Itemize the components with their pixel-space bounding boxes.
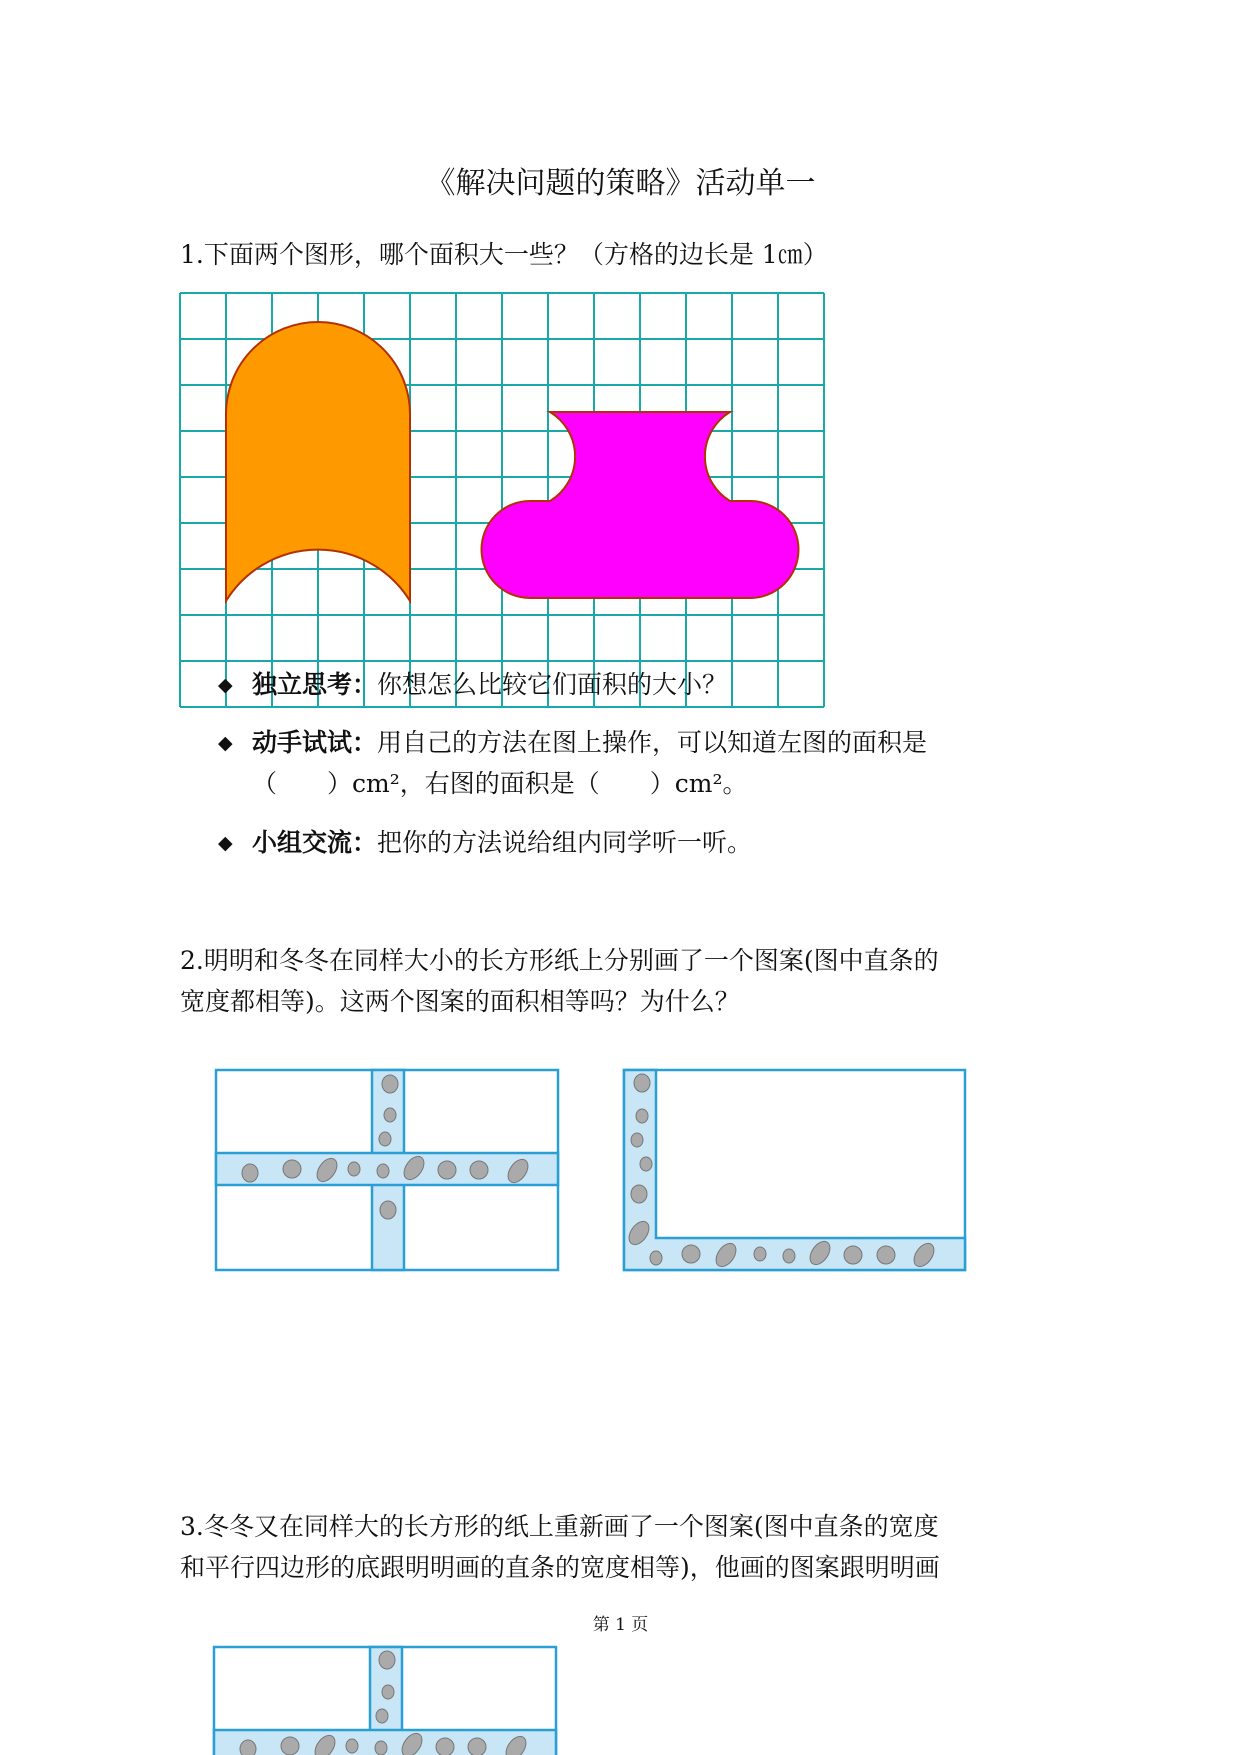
stone (634, 1074, 650, 1092)
bullet-label: 动手试试： (252, 728, 378, 757)
stone (877, 1246, 895, 1264)
stone (398, 1730, 426, 1755)
stone (650, 1251, 662, 1265)
stone (504, 1156, 532, 1186)
page-title: 《解决问题的策略》活动单一 (425, 166, 816, 201)
stone (625, 1218, 653, 1248)
stone (844, 1246, 862, 1264)
stone (281, 1737, 299, 1755)
bullet-text: 把你的方法说给组内同学听一听。 (377, 828, 753, 857)
stone (382, 1075, 398, 1093)
stone (283, 1160, 301, 1178)
question-3-line1: 3.冬冬又在同样大的长方形的纸上重新画了一个图案(图中直条的宽度 (180, 1512, 939, 1541)
diamond-bullet-icon: ◆ (218, 832, 233, 854)
stone (384, 1108, 396, 1122)
stone (712, 1240, 740, 1270)
diamond-bullet-icon: ◆ (218, 732, 233, 754)
stone (313, 1155, 341, 1185)
diamond-bullet-icon: ◆ (218, 674, 233, 696)
bullet-think (252, 664, 1072, 705)
stone (376, 1709, 388, 1723)
arch-shape (226, 322, 410, 601)
question-1-text: 1.下面两个图形，哪个面积大一些？（方格的边长是 1㎝） (180, 240, 828, 269)
stone (631, 1133, 643, 1147)
stone (436, 1738, 454, 1755)
bullet-text: 用自己的方法在图上操作，可以知道左图的面积是 (377, 728, 928, 757)
bullet-label: 小组交流： (252, 828, 378, 857)
stone (806, 1238, 834, 1268)
bullet-text: 你想怎么比较它们面积的大小？ (377, 670, 728, 699)
bullet-text-line2: （ ）cm²，右图的面积是（ ）cm²。 (252, 769, 748, 798)
stone (636, 1109, 648, 1123)
question-2-text (180, 940, 1070, 1022)
stone (631, 1185, 647, 1203)
stone (382, 1685, 394, 1699)
stone (311, 1732, 339, 1755)
stone (640, 1157, 652, 1171)
bullet-try (252, 722, 1072, 804)
stone (754, 1247, 766, 1261)
question-2-line2: 宽度都相等)。这两个图案的面积相等吗？为什么？ (180, 987, 740, 1016)
stone (242, 1164, 258, 1182)
stone (783, 1249, 795, 1263)
stone (346, 1739, 358, 1753)
vase-shape (481, 412, 798, 598)
stone (502, 1733, 530, 1755)
bullet-discuss (252, 822, 1072, 863)
stone (348, 1162, 360, 1176)
bullet-label: 独立思考： (252, 670, 378, 699)
question-2-line1: 2.明明和冬冬在同样大小的长方形纸上分别画了一个图案(图中直条的 (180, 946, 939, 975)
stone (379, 1651, 395, 1669)
stone (375, 1741, 387, 1755)
grid-lines (180, 293, 824, 707)
question-3-text (180, 1506, 1070, 1588)
question-3-line2: 和平行四边形的底跟明明画的直条的宽度相等)，他画的图案跟明明画 (180, 1553, 940, 1582)
stone (400, 1153, 428, 1183)
stone (682, 1245, 700, 1263)
stone (468, 1738, 486, 1755)
stone (240, 1740, 256, 1755)
stone (438, 1161, 456, 1179)
stone (380, 1201, 396, 1219)
stone (470, 1161, 488, 1179)
stone (377, 1164, 389, 1178)
page-number: 第 1 页 (592, 1615, 649, 1635)
stone (910, 1240, 938, 1270)
stone (379, 1132, 391, 1146)
